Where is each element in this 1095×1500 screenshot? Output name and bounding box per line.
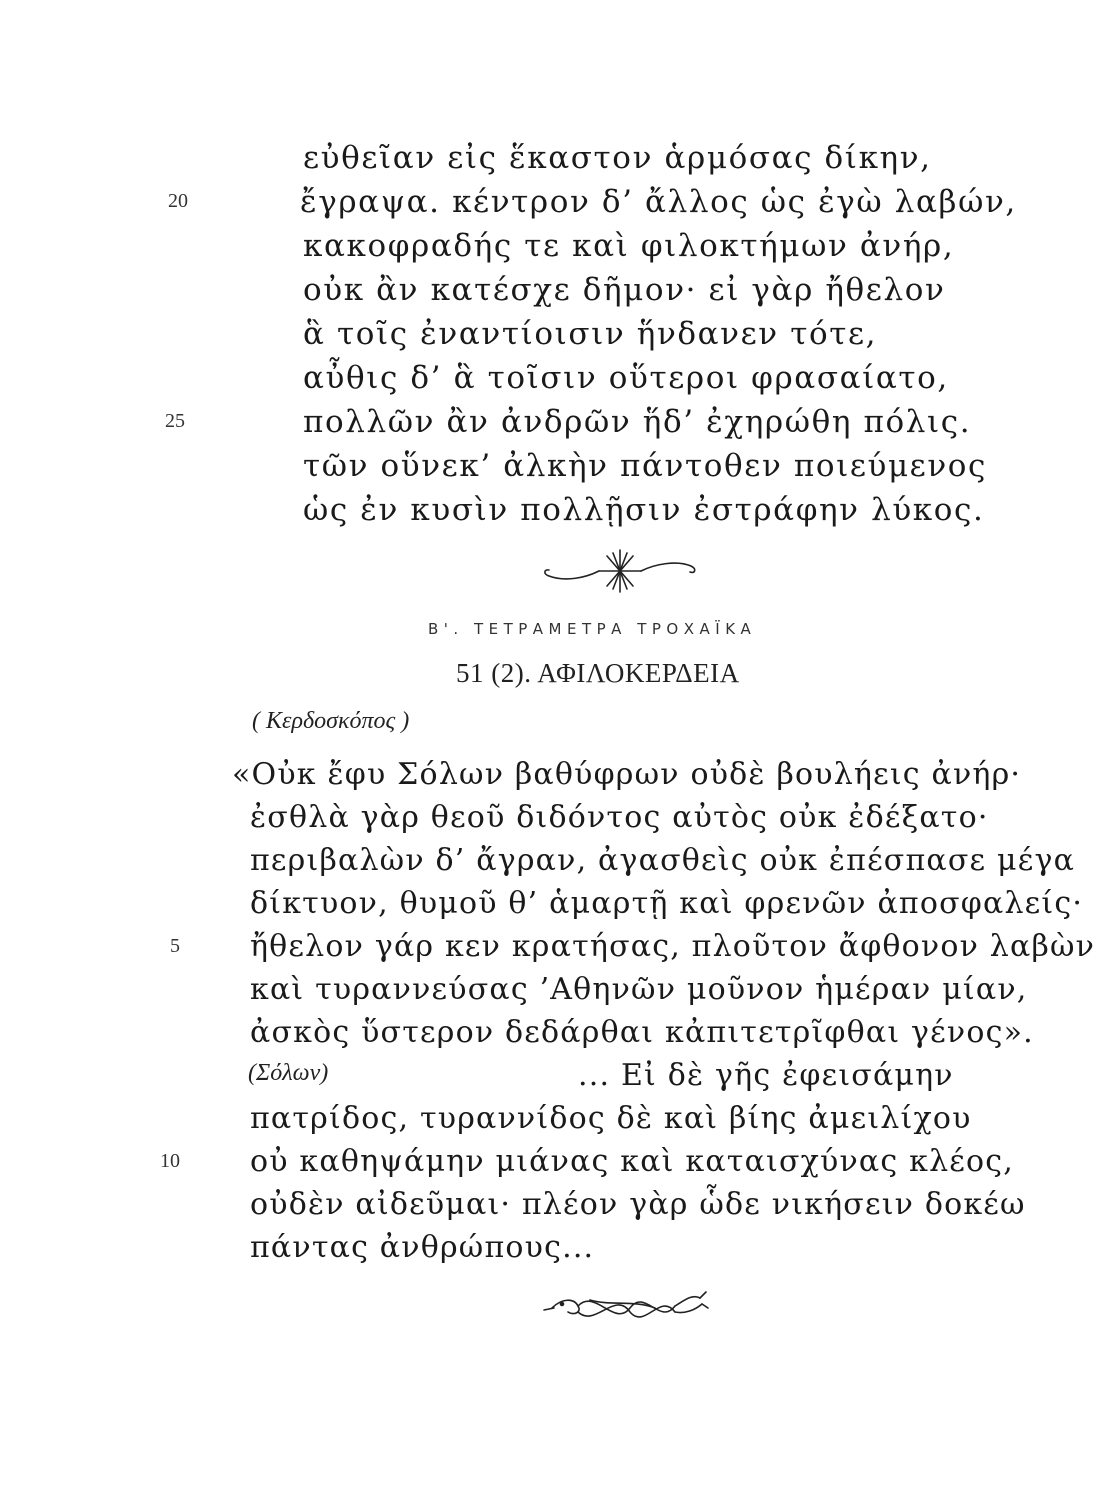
line-number: 20 [168,190,188,212]
verse-line: καὶ τυραννεύσας ’Αθηνῶν μοῦνον ἡμέραν μίαν, [250,972,1028,1007]
verse-line: κακοφραδής τε καὶ φιλοκτήμων ἀνήρ, [303,228,955,264]
poem-title: 51 (2). ΑΦΙΛΟΚΕΡΔΕΙΑ [456,658,740,688]
verse-line: ἀσκὸς ὕστερον δεδάρθαι κἀπιτετρῖφθαι γένος». [250,1015,1034,1050]
verse-line: πολλῶν ἂν ἀνδρῶν ἥδ’ ἐχηρώθη πόλις. [303,404,972,440]
verse-line: οὐδὲν αἰδεῦμαι· πλέον γὰρ ὧδε νικήσειν δοκέω [250,1187,1026,1222]
verse-line: ἐσθλὰ γὰρ θεοῦ διδόντος αὐτὸς οὐκ ἐδέξατο· [250,800,989,835]
verse-line: ἤθελον γάρ κεν κρατήσας, πλοῦτον ἄφθονον λαβὼν [250,929,1095,964]
verse-line: αὖθις δ’ ἃ τοῖσιν οὕτεροι φρασαίατο, [303,360,949,396]
verse-line: «Οὐκ ἔφυ Σόλων βαθύφρων οὐδὲ βουλήεις ἀνήρ· [232,757,1022,792]
line-number: 5 [170,935,180,957]
line-number: 25 [165,410,185,432]
verse-line: ... Εἰ δὲ γῆς ἐφεισάμην [578,1058,954,1093]
verse-line: τῶν οὕνεκ’ ἀλκὴν πάντοθεν ποιεύμενος [303,448,988,484]
line-number: 10 [160,1150,180,1172]
verse-line: οὐ καθηψάμην μιάνας καὶ καταισχύνας κλέος, [250,1144,1015,1179]
verse-line: οὐκ ἂν κατέσχε δῆμον· εἰ γὰρ ἤθελον [303,272,946,308]
verse-line: δίκτυον, θυμοῦ θ’ ἁμαρτῇ καὶ φρενῶν ἀποσφαλείς· [250,886,1084,921]
verse-line: ἔγραψα. κέντρον δ’ ἄλλος ὡς ἐγὼ λαβών, [300,184,1017,220]
verse-line: ὡς ἐν κυσὶν πολλῇσιν ἐστράφην λύκος. [303,492,985,528]
verse-line: πατρίδος, τυραννίδος δὲ καὶ βίης ἀμειλίχου [250,1101,972,1136]
verse-line: περιβαλὼν δ’ ἄγραν, ἀγασθεὶς οὐκ ἐπέσπασε μέγα [250,843,1076,878]
speaker-label: ( Κερδοσκόπος ) [252,708,410,734]
verse-line: πάντας ἀνθρώπους... [250,1230,595,1265]
speaker-label: (Σόλων) [248,1060,329,1086]
section-heading: Β'. ΤΕΤΡΑΜΕΤΡΑ ΤΡΟΧΑΪΚΑ [428,620,757,638]
bird-knot-ornament [540,1278,710,1338]
verse-line: εὐθεῖαν εἰς ἕκαστον ἁρμόσας δίκην, [303,140,932,176]
star-flourish-ornament [535,540,705,602]
verse-line: ἃ τοῖς ἐναντίοισιν ἥνδανεν τότε, [303,316,878,352]
